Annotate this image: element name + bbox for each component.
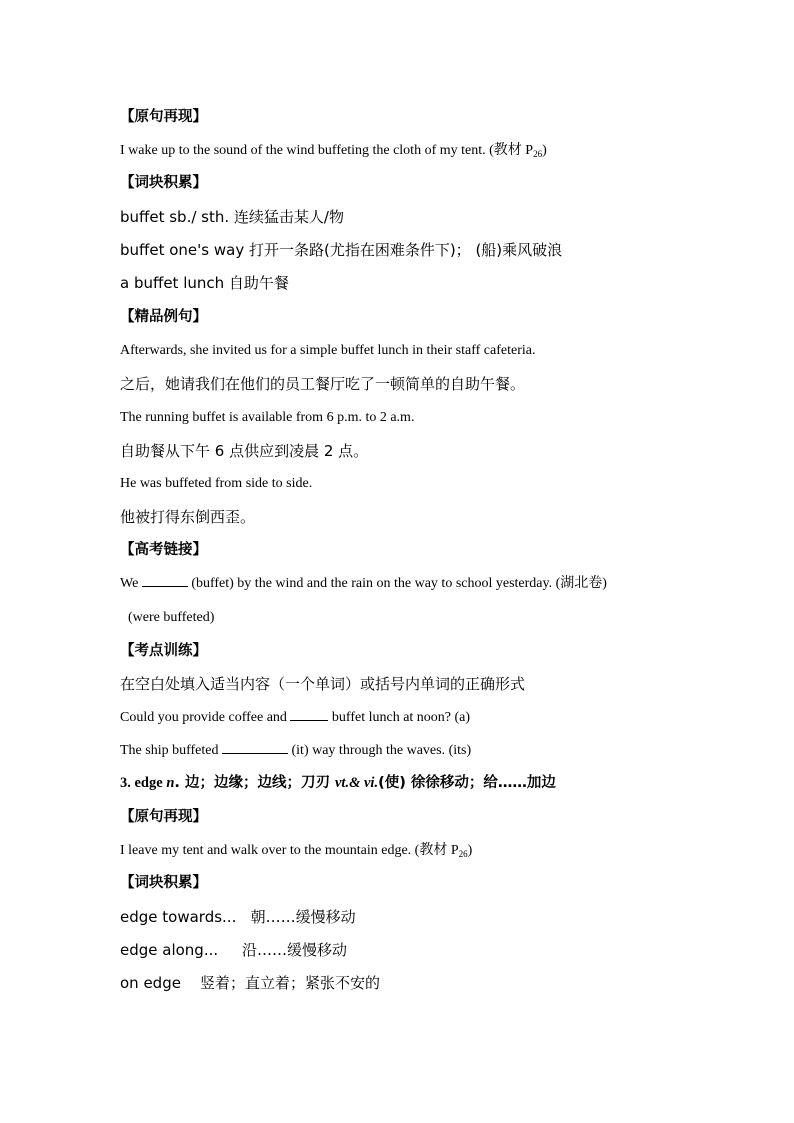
chunk-item: edge towards... 朝……缓慢移动 <box>120 908 356 926</box>
definition-noun: . 边；边缘；边线；刀刃 <box>174 775 335 791</box>
part-of-speech-noun: n <box>166 775 175 791</box>
example-sentence-zh: 自助餐从下午 6 点供应到凌晨 2 点。 <box>120 442 369 460</box>
gaokao-answer: (were buffeted) <box>128 610 215 625</box>
section-heading-original-sentence: 【原句再现】 <box>120 109 207 125</box>
gaokao-question <box>120 574 607 594</box>
gaokao-text-before: We <box>120 576 139 591</box>
section-heading-word-chunks: 【词块积累】 <box>120 175 207 191</box>
question-text-before: Could you provide coffee and <box>120 710 287 725</box>
answer-blank <box>142 574 188 587</box>
chunk-item: buffet sb./ sth. 连续猛击某人/物 <box>120 208 344 226</box>
chunk-item: buffet one's way 打开一条路(尤指在困难条件下)； (船)乘风破浪 <box>120 241 563 259</box>
definition-verb: (使) 徐徐移动；给……加边 <box>378 775 556 791</box>
example-sentence-en: The running buffet is available from 6 p.m. to 2 a.m. <box>120 410 415 425</box>
question-text-before: The ship buffeted <box>120 743 219 758</box>
original-sentence-end: ) <box>467 843 473 858</box>
answer-blank <box>222 741 288 754</box>
training-instruction: 在空白处填入适当内容（一个单词）或括号内单词的正确形式 <box>120 675 526 693</box>
section-heading-original-sentence: 【原句再现】 <box>120 809 207 825</box>
page-subscript: 26 <box>533 149 543 159</box>
entry-word: 3. edge <box>120 775 163 791</box>
example-sentence-zh: 他被打得东倒西歪。 <box>120 508 256 526</box>
entry-heading-edge <box>120 773 556 793</box>
part-of-speech-verb: vt.& vi. <box>335 775 379 791</box>
section-heading-examples: 【精品例句】 <box>120 309 207 325</box>
original-sentence-text: I leave my tent and walk over to the mountain edge. (教材 P <box>120 843 459 858</box>
training-question-2 <box>120 741 471 761</box>
section-heading-training: 【考点训练】 <box>120 643 207 659</box>
section-heading-word-chunks: 【词块积累】 <box>120 875 207 891</box>
page-subscript: 26 <box>458 849 468 859</box>
original-sentence-end: ) <box>542 143 547 158</box>
original-sentence <box>120 141 547 161</box>
example-sentence-en: He was buffeted from side to side. <box>120 476 313 491</box>
training-question-1 <box>120 708 470 728</box>
question-text-after: buffet lunch at noon? (a) <box>331 710 471 725</box>
gaokao-text-after: (buffet) by the wind and the rain on the way to school yesterday. (湖北卷) <box>191 576 607 591</box>
example-sentence-zh: 之后，她请我们在他们的员工餐厅吃了一顿简单的自助午餐。 <box>120 375 526 393</box>
question-text-after: (it) way through the waves. (its) <box>291 743 472 758</box>
chunk-item: on edge 竖着；直立着；紧张不安的 <box>120 974 381 992</box>
section-heading-gaokao: 【高考链接】 <box>120 542 207 558</box>
chunk-item: a buffet lunch 自助午餐 <box>120 274 289 292</box>
chunk-item: edge along... 沿……缓慢移动 <box>120 941 347 959</box>
example-sentence-en: Afterwards, she invited us for a simple buffet lunch in their staff cafeteria. <box>120 343 536 358</box>
original-sentence <box>120 841 472 861</box>
answer-blank <box>290 708 328 721</box>
original-sentence-text: I wake up to the sound of the wind buffeting the cloth of my tent. (教材 P <box>120 143 534 158</box>
